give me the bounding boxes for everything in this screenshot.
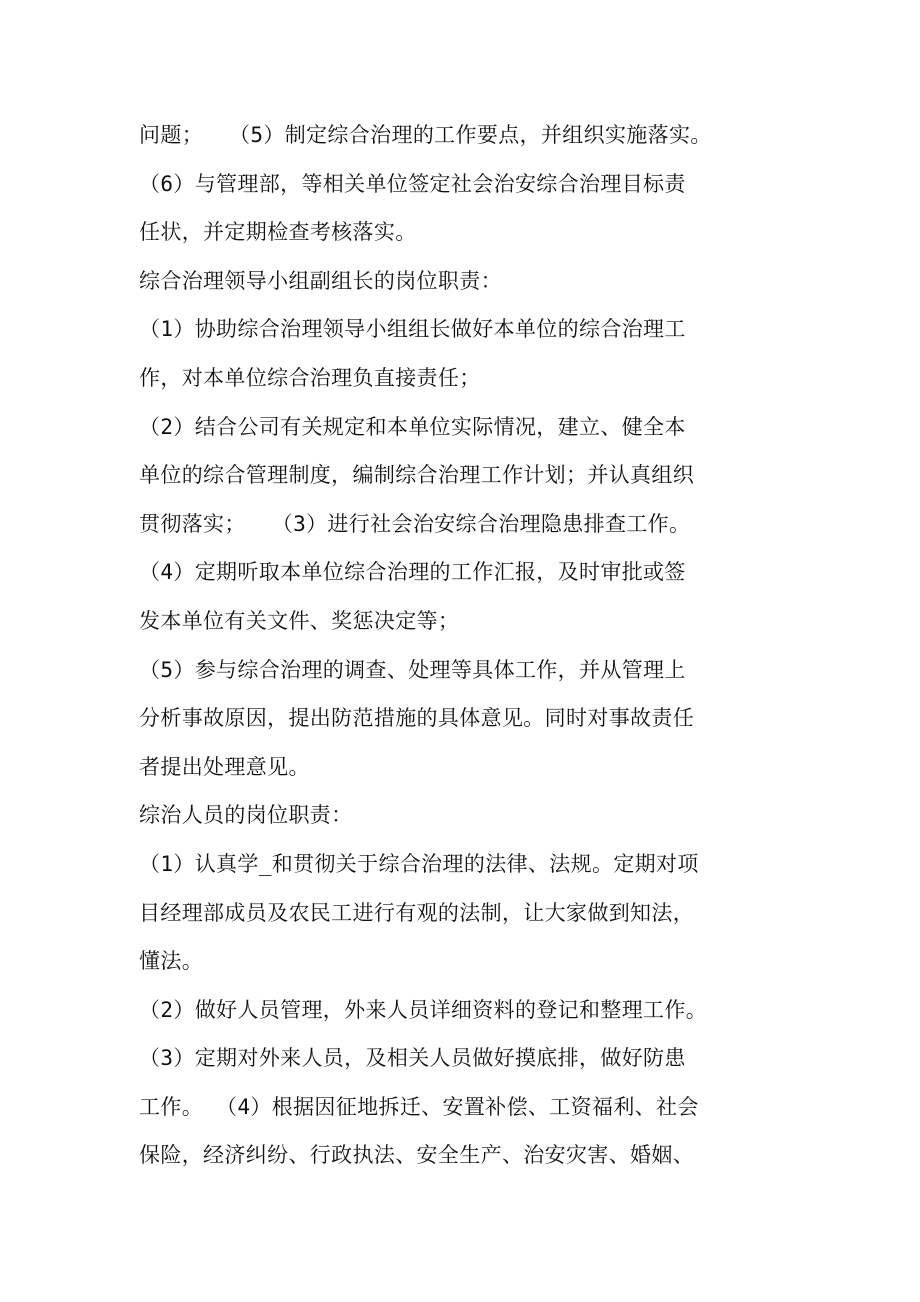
text-line: 懂法。 (139, 949, 204, 974)
text-line: 问题； （5）制定综合治理的工作要点，并组织实施落实。 (139, 123, 712, 147)
text-line: 任状，并定期检查考核落实。 (139, 220, 417, 245)
text-line: 者提出处理意见。 (139, 754, 310, 779)
text-line: （4）定期听取本单位综合治理的工作汇报，及时审批或签 (139, 560, 686, 585)
text-line: 单位的综合管理制度，编制综合治理工作计划；并认真组织 (139, 463, 695, 488)
document-body (139, 111, 809, 1180)
text-line: 贯彻落实； （3）进行社会治安综合治理隐患排查工作。 (139, 511, 691, 536)
section-heading: 综合治理领导小组副组长的岗位职责： (139, 268, 502, 293)
text-line: （2）做好人员管理，外来人员详细资料的登记和整理工作。 (139, 997, 708, 1022)
text-line: （3）定期对外来人员，及相关人员做好摸底排，做好防患 (139, 1046, 686, 1071)
text-line: （6）与管理部，等相关单位签定社会治安综合治理目标责 (139, 171, 686, 196)
text-line: 发本单位有关文件、奖惩决定等； (139, 608, 460, 633)
text-line: （2）结合公司有关规定和本单位实际情况，建立、健全本 (139, 414, 686, 439)
text-line: 目经理部成员及农民工进行有观的法制，让大家做到知法， (139, 900, 695, 925)
section-heading: 综治人员的岗位职责： (139, 803, 353, 828)
text-line: （1）认真学_和贯彻关于综合治理的法律、法规。定期对项 (139, 851, 699, 876)
text-line: 作，对本单位综合治理负直接责任； (139, 365, 481, 390)
text-line: （5）参与综合治理的调查、处理等具体工作，并从管理上 (139, 657, 686, 682)
text-line: 保险，经济纠纷、行政执法、安全生产、治安灾害、婚姻、 (139, 1143, 695, 1168)
text-line: 分析事故原因，提出防范措施的具体意见。同时对事故责任 (139, 706, 695, 731)
text-line: 工作。 （4）根据因征地拆迁、安置补偿、工资福利、社会 (139, 1094, 699, 1119)
text-line: （1）协助综合治理领导小组组长做好本单位的综合治理工 (139, 317, 686, 342)
